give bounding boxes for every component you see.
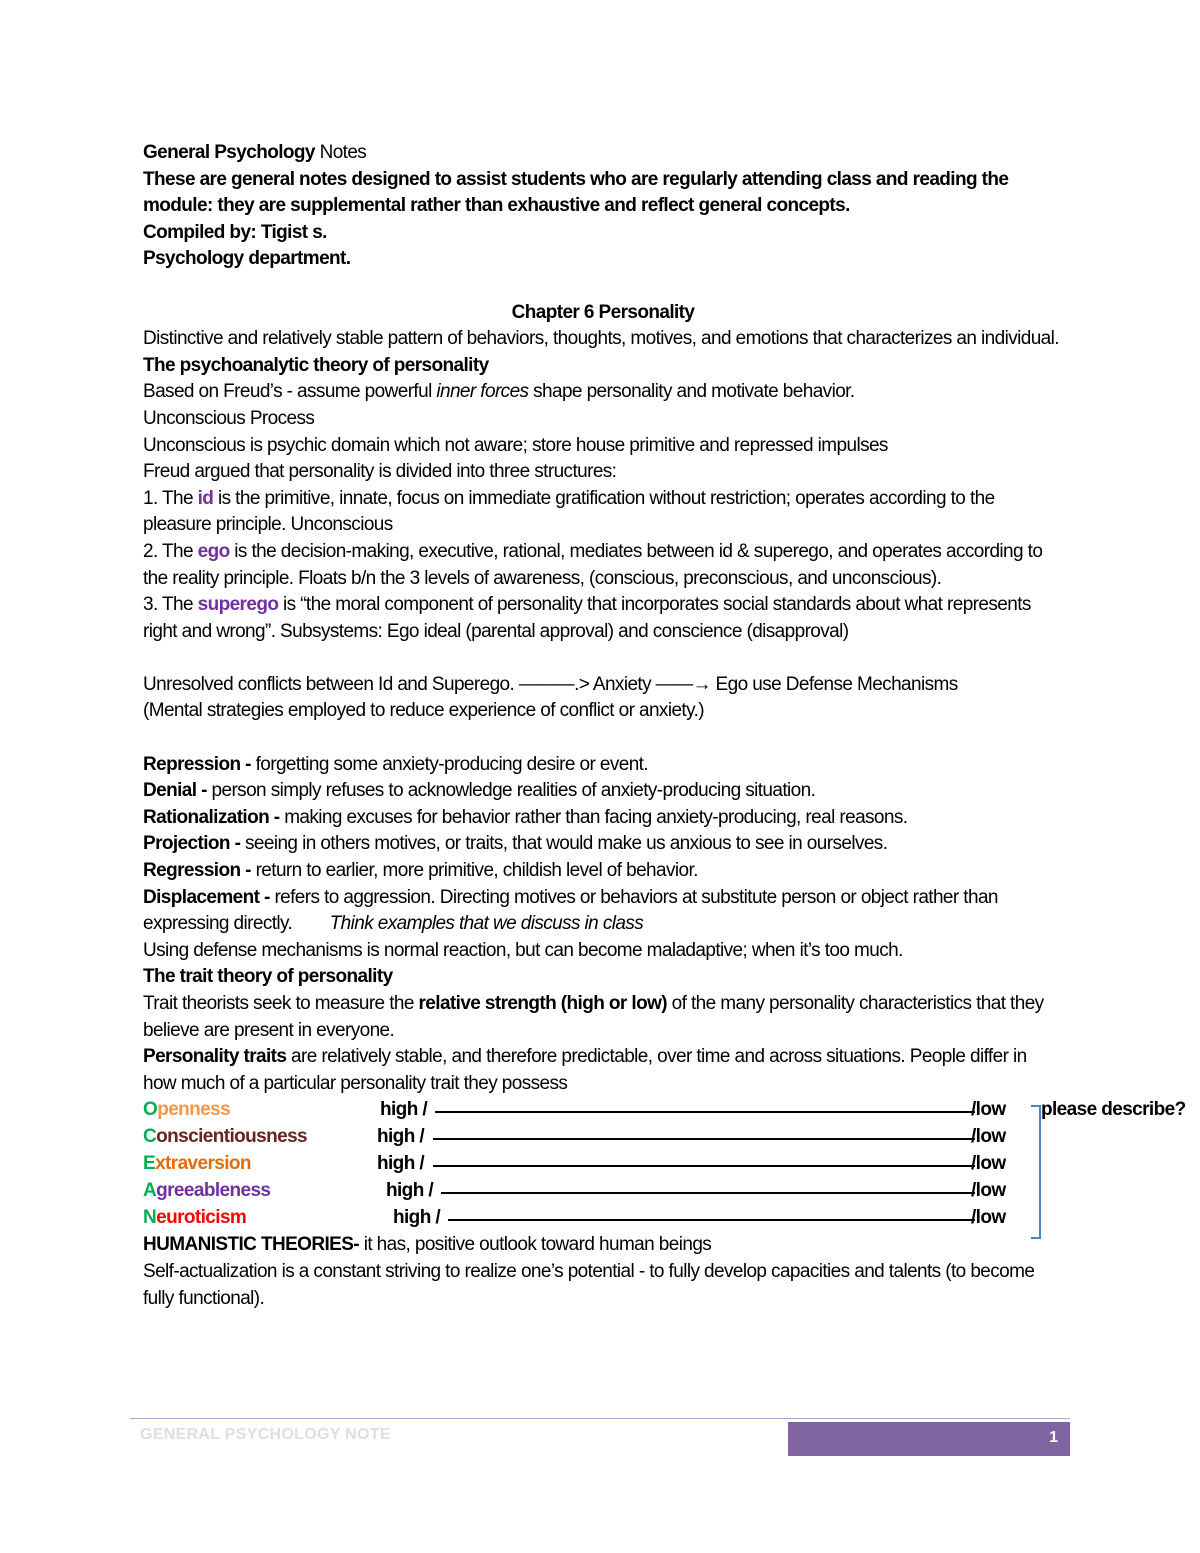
trait-rest: xtraversion (155, 1153, 251, 1175)
page-footer (130, 1418, 1070, 1456)
footer-label: GENERAL PSYCHOLOGY NOTE (140, 1426, 391, 1443)
department: Psychology department. (143, 248, 351, 270)
trait-row-agreeableness: Agreeableness high / /low (143, 1180, 1006, 1202)
trait-rest: onscientiousness (156, 1126, 308, 1148)
conflict-note: (Mental strategies employed to reduce experience of conflict or anxiety.) (143, 700, 704, 722)
chapter-title: Chapter 6 Personality (511, 301, 695, 323)
personality-traits-text: Personality traits are relatively stable, and therefore predictable, over time and across situations. People differ in how much of a particular personality trait they possess (143, 1046, 1027, 1094)
ego-item: 2. The ego is the decision-making, executive, rational, mediates between id & superego, and operates according to the reality principle. Floats b/n the 3 levels of awareness, (conscious, preconscious, and unconscious). (143, 540, 1043, 589)
page-number: 1 (1049, 1429, 1058, 1446)
defense-displacement: Displacement - refers to aggression. Directing motives or behaviors at substitute person or object rather than expressing directly. Think examples that we discuss in class (143, 886, 998, 935)
defense-denial: Denial - person simply refuses to acknowledge realities of anxiety-producing situation. (143, 780, 816, 802)
defense-repression: Repression - forgetting some anxiety-producing desire or event. (143, 753, 649, 775)
defense-normal: Using defense mechanisms is normal reaction, but can become maladaptive; when it’s too much. (143, 939, 903, 961)
psychoanalytic-heading: The psychoanalytic theory of personality (143, 354, 489, 376)
superego-item: 3. The superego is “the moral component of personality that incorporates social standards about what represents right and wrong”. Subsystems: Ego ideal (parental approval) and conscience (disapproval) (143, 594, 1031, 642)
personality-definition: Distinctive and relatively stable pattern of behaviors, thoughts, motives, and emotions that characterizes an individual. (143, 328, 1059, 350)
trait-rest: penness (157, 1099, 231, 1121)
trait-row-extraversion: Extraversion high / /low (143, 1153, 1006, 1175)
trait-initial: A (143, 1180, 157, 1202)
compiled-by: Compiled by: Tigist s. (143, 221, 327, 243)
defense-projection: Projection - seeing in others motives, or traits, that would make us anxious to see in ourselves. (143, 833, 888, 855)
trait-row-neuroticism: Neuroticism high / /low (143, 1207, 1006, 1229)
trait-heading: The trait theory of personality (143, 966, 393, 988)
bracket-brace (1031, 1105, 1041, 1239)
trait-row-conscientiousness: Conscientiousness high / /low (143, 1126, 1006, 1148)
structures-intro: Freud argued that personality is divided into three structures: (143, 461, 617, 483)
trait-row-openness: Openness high / /low (143, 1099, 1006, 1121)
conflict-line: Unresolved conflicts between Id and Superego. ———.> Anxiety ——→ Ego use Defense Mechanisms (143, 673, 958, 695)
trait-intro: Trait theorists seek to measure the relative strength (high or low) of the many personality characteristics that they believe are present in everyone. (143, 993, 1044, 1041)
trait-scales (143, 1097, 1186, 1232)
scale-line (433, 1138, 975, 1140)
unconscious-text: Unconscious is psychic domain which not aware; store house primitive and repressed impulses (143, 434, 888, 456)
please-describe: please describe? (1041, 1099, 1186, 1121)
self-actualization: Self-actualization is a constant striving to realize one’s potential - to fully develop capacities and talents (to become fully functional). (143, 1260, 1035, 1309)
trait-initial: N (143, 1207, 157, 1229)
trait-rest: euroticism (156, 1207, 247, 1229)
scale-line (448, 1219, 975, 1221)
trait-initial: O (143, 1099, 158, 1121)
id-item: 1. The id is the primitive, innate, focus on immediate gratification without restriction; operates according to the pleasure principle. Unconscious (143, 487, 995, 536)
intro-text: These are general notes designed to assist students who are regularly attending class and reading the module: they are supplemental rather than exhaustive and reflect general concepts. (143, 168, 1009, 217)
freud-basis: Based on Freud’s - assume powerful inner forces shape personality and motivate behavior. (143, 381, 855, 403)
defense-rationalization: Rationalization - making excuses for behavior rather than facing anxiety-producing, real reasons. (143, 806, 908, 828)
document-title: General Psychology Notes (143, 142, 367, 163)
scale-line (433, 1165, 975, 1167)
defense-note: Think examples that we discuss in class (329, 913, 644, 935)
scale-line (435, 1111, 975, 1113)
scale-line (441, 1192, 975, 1194)
humanistic-line: HUMANISTIC THEORIES- it has, positive outlook toward human beings (143, 1234, 712, 1256)
trait-initial: C (143, 1126, 157, 1148)
trait-initial: E (143, 1153, 156, 1175)
footer-page-box (788, 1422, 1070, 1456)
unconscious-title: Unconscious Process (143, 407, 315, 429)
footer-divider (130, 1418, 1070, 1419)
defense-regression: Regression - return to earlier, more primitive, childish level of behavior. (143, 860, 698, 882)
page-content (143, 140, 1186, 1312)
trait-rest: greeableness (156, 1180, 271, 1202)
